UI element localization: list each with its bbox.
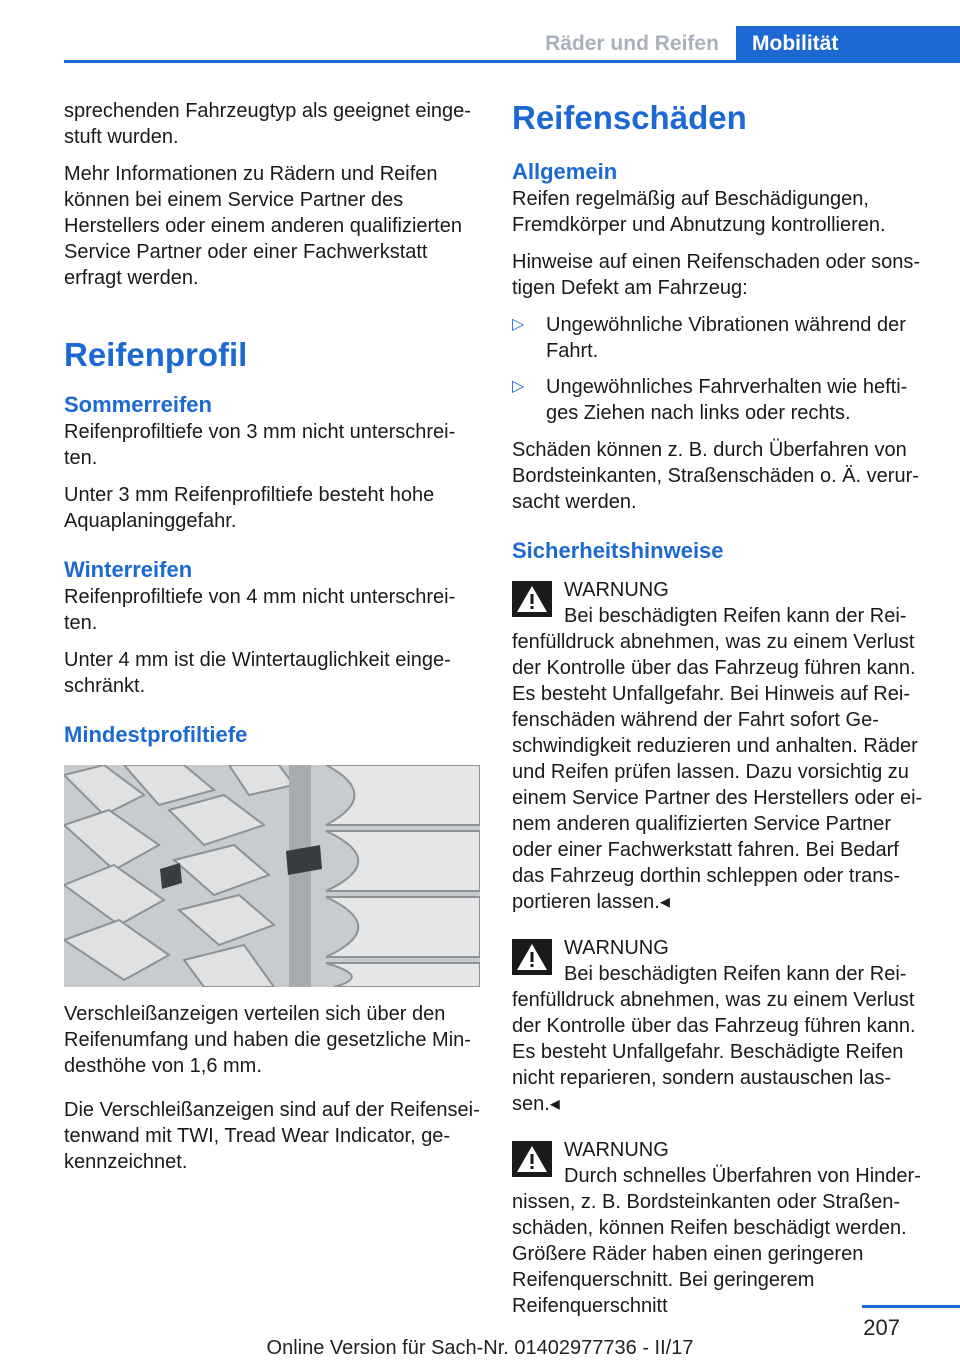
list-item <box>512 312 928 364</box>
warning-triangle-icon <box>512 1141 552 1177</box>
sommer-paragraph: Unter 3 mm Reifenprofiltiefe besteht hohe Aquaplaninggefahr. <box>64 484 435 532</box>
warning-block <box>512 1137 928 1319</box>
warning-block <box>512 935 928 1117</box>
list-item-text: Ungewöhnliches Fahrverhalten wie heftiges Ziehen nach links oder rechts. <box>546 376 908 424</box>
defect-indicator-list <box>512 312 928 426</box>
heading-sommerreifen: Sommerreifen <box>64 392 212 417</box>
list-item <box>512 374 928 426</box>
damage-cause-paragraph: Schäden können z. B. durch Überfahren von Bordsteinkanten, Straßenschäden o. Ä. verursacht werden. <box>512 439 919 513</box>
footer-divider <box>862 1305 960 1308</box>
allgemein-paragraph: Reifen regelmäßig auf Beschädigungen, Fremdkörper und Abnutzung kontrollieren. <box>512 188 886 236</box>
warning-label: WARNUNG <box>564 579 669 601</box>
winter-paragraph: Unter 4 mm ist die Wintertauglichkeit eingeschränkt. <box>64 649 451 697</box>
warning-label: WARNUNG <box>564 1139 669 1161</box>
footer-version-note: Online Version für Sach-Nr. 01402977736 - II/17 <box>266 1337 694 1359</box>
heading-mindestprofiltiefe: Mindestprofiltiefe <box>64 722 248 747</box>
intro-paragraph: Mehr Informationen zu Rädern und Reifen können bei einem Service Partner des Herstellers oder einem anderen qualifizierten Service Partner oder einer Fachwerkstatt erfragt werden. <box>64 163 462 289</box>
header-divider <box>64 60 960 63</box>
allgemein-paragraph: Hinweise auf einen Reifenschaden oder sonstigen Defekt am Fahrzeug: <box>512 251 921 299</box>
intro-paragraph: sprechenden Fahrzeugtyp als geeignet eingestuft wurden. <box>64 100 471 148</box>
heading-allgemein: Allgemein <box>512 159 618 184</box>
page-number: 207 <box>863 1315 900 1340</box>
warning-text: Durch schnelles Überfahren von Hindernissen, z. B. Bordsteinkanten oder Straßenschäden, können Reifen beschädigt werden. Größere Räder haben einen geringeren Reifenquerschnitt. Bei geringerem Reifenquerschnitt <box>512 1165 921 1317</box>
winter-paragraph: Reifenprofiltiefe von 4 mm nicht unterschreiten. <box>64 586 456 634</box>
heading-winterreifen: Winterreifen <box>64 557 193 582</box>
header-chapter-title: Mobilität <box>736 26 960 62</box>
left-column <box>64 98 480 1186</box>
tire-tread-illustration <box>64 765 480 987</box>
triangle-bullet-icon: ▷ <box>512 316 525 333</box>
warning-triangle-icon <box>512 581 552 617</box>
page-header <box>0 0 960 62</box>
heading-reifenprofil: Reifenprofil <box>64 336 248 373</box>
warning-text: Bei beschädigten Reifen kann der Reifenfülldruck abnehmen, was zu einem Verlust der Kontrolle über das Fahrzeug führen kann. Es besteht Unfallgefahr. Bei Hinweis auf Reifenschäden während der Fahrt sofort Geschwindigkeit reduzieren und anhalten. Räder und Reifen prüfen lassen. Dazu vorsichtig zu einem Service Partner des Herstellers oder einem anderen qualifizierten Service Partner oder einer Fachwerkstatt fahren. Bei Bedarf das Fahrzeug dorthin schleppen oder transportieren lassen.◂ <box>512 605 923 913</box>
warning-text: Bei beschädigten Reifen kann der Reifenfülldruck abnehmen, was zu einem Verlust der Kontrolle über das Fahrzeug führen kann. Es besteht Unfallgefahr. Beschädigte Reifen nicht reparieren, sondern austauschen lassen.◂ <box>512 963 916 1115</box>
header-section-title: Räder und Reifen <box>545 32 719 55</box>
mindest-paragraph: Die Verschleißanzeigen sind auf der Reifenseitenwand mit TWI, Tread Wear Indicator, gekennzeichnet. <box>64 1099 480 1173</box>
heading-reifenschaeden: Reifenschäden <box>512 99 747 136</box>
sommer-paragraph: Reifenprofiltiefe von 3 mm nicht unterschreiten. <box>64 421 456 469</box>
heading-sicherheitshinweise: Sicherheitshinweise <box>512 538 724 563</box>
warning-triangle-icon <box>512 939 552 975</box>
right-column <box>512 98 928 1339</box>
triangle-bullet-icon: ▷ <box>512 378 525 395</box>
mindest-paragraph: Verschleißanzeigen verteilen sich über den Reifenumfang und haben die gesetzliche Mindesthöhe von 1,6 mm. <box>64 1003 471 1077</box>
warning-block <box>512 577 928 915</box>
warning-label: WARNUNG <box>564 937 669 959</box>
list-item-text: Ungewöhnliche Vibrationen während der Fahrt. <box>546 314 906 362</box>
